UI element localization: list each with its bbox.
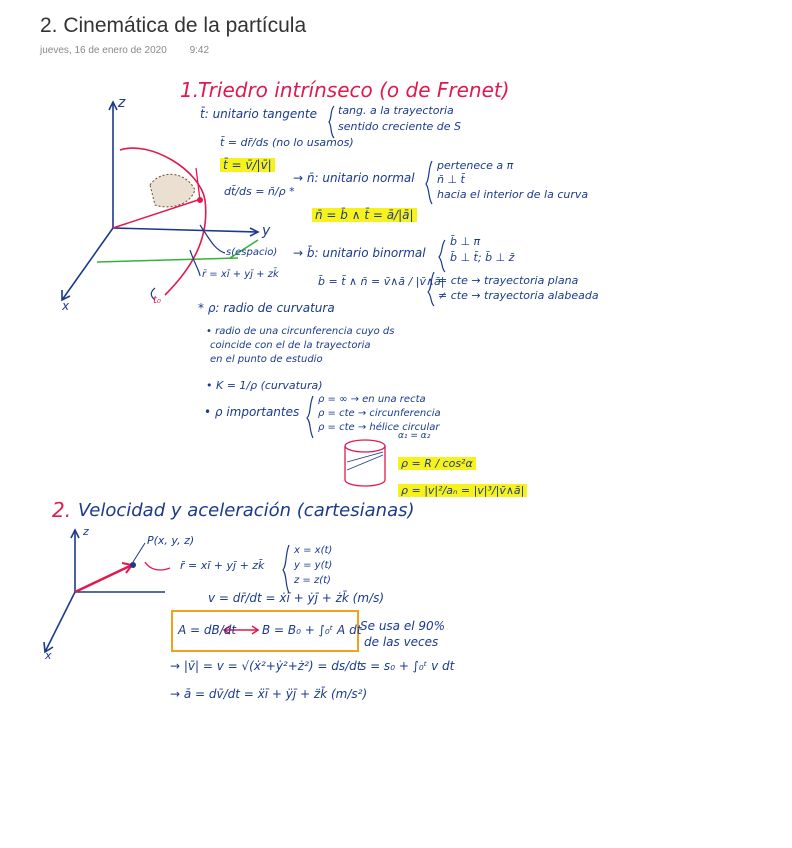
b-note-1: b̄ ⊥ π [450,235,481,248]
velocity-eq: v = dr̄/dt = ẋī + ẏj̄ + żk̄ (m/s) [208,591,385,605]
alpha-equality: α₁ = α₂ [398,431,431,441]
label-arrows [151,225,225,300]
b-const: = cte → trayectoria plana [438,274,579,287]
t-vector [196,168,200,200]
curvature-label: • K = 1/ρ (curvatura) [206,379,323,392]
point-p2 [130,562,136,568]
brace-rho [307,396,313,438]
b-formula: b̄ = t̄ ∧ n̄ = v̄∧ā / |v̄∧ā| [318,275,445,288]
page-time: 9:42 [189,45,210,56]
n-unit-label: → n̄: unitario normal [293,171,415,185]
rho-important: • ρ importantes [204,405,300,419]
helix-cylinder [345,440,385,486]
x-of-t: x = x(t) [294,545,333,556]
y-axis-label: y [262,223,271,239]
x2-axis-line [45,592,75,652]
p-to-r-arrow [145,562,170,570]
x-axis-label: x [62,299,70,313]
t-note-1: tang. a la trayectoria [338,104,454,117]
section2-heading: Velocidad y aceleración (cartesianas) [78,500,415,521]
n-note-2: n̄ ⊥ t̄ [437,173,465,186]
t-deriv: t̄ = dr̄/ds (no lo usamos) [220,136,354,149]
rho-general-formula: ρ = |v|²/aₙ = |v|³/|v̄∧ā| [398,484,527,497]
box-note-1: Se usa el 90% [360,619,446,633]
section1-heading: Triedro intrínseco (o de Frenet) [198,78,510,102]
rho-helix-formula: ρ = R / cos²α [398,457,476,470]
brace-n [426,161,432,204]
rho-important-1: ρ = ∞ → en una recta [318,394,426,405]
rho-desc-3: en el punto de estudio [210,354,323,365]
y-of-t: y = y(t) [294,560,333,571]
b-note-2: b̄ ⊥ t̄; b̄ ⊥ z̄ [450,251,515,264]
box-right: B = B₀ + ∫₀ᵗ A dt [262,623,362,637]
box-note-2: de las veces [364,635,439,649]
x2-axis-label: x [45,649,52,662]
brace-xyz [283,545,289,593]
n-note-1: pertenece a π [437,159,514,172]
s-label: s(espacio) [226,247,278,258]
pointer-line [133,543,145,562]
rho-important-3: ρ = cte → hélice circular [318,422,440,433]
osculating-region [150,174,195,207]
r-vector-2: r̄ = xī + yj̄ + zk̄ [180,559,265,572]
plane-line-1 [97,258,238,262]
y-axis-line [113,228,258,232]
t-formula: t̄ = v̄/|v̄| [220,158,275,172]
accel-eq: → ā = dv̄/dt = ẍī + ÿj̄ + z̈k̄ (m/s²) [170,687,368,701]
t-unit-label: t̄: unitario tangente [200,107,317,121]
helix-line [347,452,383,470]
z-of-t: z = z(t) [294,575,331,586]
z2-axis-label: z [83,525,89,538]
t0-label: t₀ [153,295,161,306]
page-date: jueves, 16 de enero de 2020 [40,45,167,56]
section1-number: 1. [180,78,200,102]
r-label-1: r̄ = xī + yj̄ + zk̄ [202,269,279,280]
brace-t [329,106,334,138]
t-note-2: sentido creciente de S [338,120,462,133]
rho-heading: * ρ: radio de curvatura [198,301,335,315]
s-eq: s = s₀ + ∫₀ᵗ v dt [360,659,455,673]
cartesian-axes [44,530,165,652]
box-left: A = dB/dt [178,623,237,637]
rho-important-2: ρ = cte → circunferencia [318,408,441,419]
b-unit-label: → b̄: unitario binormal [293,246,426,260]
position-vector-2 [75,565,132,592]
z-axis-label: z [118,95,126,111]
page-title: 2. Cinemática de la partícula [40,14,307,37]
section2-number: 2. [52,498,72,522]
dt-ds-formula: dt̄/ds = n̄/ρ * [224,185,295,198]
rho-desc-1: • radio de una circunferencia cuyo ds [206,326,395,337]
brace-b [439,240,445,272]
b-not-const: ≠ cte → trayectoria alabeada [438,289,599,302]
rho-desc-2: coincide con el de la trayectoria [210,340,371,351]
n-formula: n̄ = b̄ ∧ t̄ = ā/|ā| [312,208,417,222]
x-axis-line [62,228,113,300]
speed-eq: → |v̄| = v = √(ẋ²+ẏ²+ż²) = ds/dt [170,659,362,673]
point-label: P(x, y, z) [147,534,195,547]
n-note-3: hacia el interior de la curva [437,188,589,201]
